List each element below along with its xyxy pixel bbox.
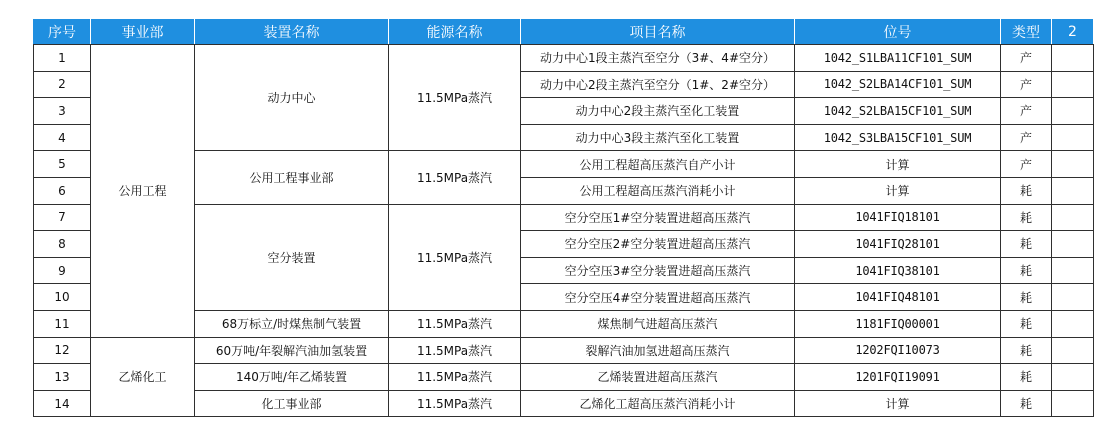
type-cell[interactable]: 耗 (1001, 231, 1052, 258)
tag-cell[interactable]: 计算 (795, 390, 1001, 417)
tag-cell[interactable]: 计算 (795, 177, 1001, 204)
extra-cell[interactable] (1052, 364, 1094, 391)
seq-cell[interactable]: 7 (34, 204, 91, 231)
type-cell[interactable]: 耗 (1001, 177, 1052, 204)
item-cell[interactable]: 空分空压4#空分装置进超高压蒸汽 (521, 284, 795, 311)
type-cell[interactable]: 产 (1001, 98, 1052, 125)
tag-cell[interactable]: 计算 (795, 151, 1001, 178)
seq-cell[interactable]: 8 (34, 231, 91, 258)
item-cell[interactable]: 空分空压1#空分装置进超高压蒸汽 (521, 204, 795, 231)
table-row (34, 45, 1094, 72)
type-cell[interactable]: 耗 (1001, 204, 1052, 231)
unit-cell[interactable]: 公用工程事业部 (195, 151, 389, 204)
energy-table (33, 18, 1094, 417)
extra-cell[interactable] (1052, 45, 1094, 72)
energy-cell[interactable]: 11.5MPa蒸汽 (389, 151, 521, 204)
energy-cell[interactable]: 11.5MPa蒸汽 (389, 310, 521, 337)
energy-cell[interactable]: 11.5MPa蒸汽 (389, 45, 521, 151)
tag-cell[interactable]: 1181FIQ00001 (795, 310, 1001, 337)
tag-cell[interactable]: 1041FIQ18101 (795, 204, 1001, 231)
seq-cell[interactable]: 9 (34, 257, 91, 284)
extra-cell[interactable] (1052, 151, 1094, 178)
tag-cell[interactable]: 1202FQI10073 (795, 337, 1001, 364)
type-cell[interactable]: 产 (1001, 151, 1052, 178)
energy-cell[interactable]: 11.5MPa蒸汽 (389, 337, 521, 364)
dept-cell[interactable]: 公用工程 (91, 45, 195, 338)
energy-cell[interactable]: 11.5MPa蒸汽 (389, 364, 521, 391)
type-cell[interactable]: 产 (1001, 71, 1052, 98)
type-cell[interactable]: 耗 (1001, 310, 1052, 337)
table-row (34, 337, 1094, 364)
extra-cell[interactable] (1052, 177, 1094, 204)
type-cell[interactable]: 耗 (1001, 257, 1052, 284)
unit-cell[interactable]: 60万吨/年裂解汽油加氢装置 (195, 337, 389, 364)
unit-cell[interactable]: 空分装置 (195, 204, 389, 310)
energy-cell[interactable]: 11.5MPa蒸汽 (389, 204, 521, 310)
col-header-energy[interactable]: 能源名称 (389, 19, 521, 45)
unit-cell[interactable]: 化工事业部 (195, 390, 389, 417)
tag-cell[interactable]: 1041FIQ28101 (795, 231, 1001, 258)
header-row (34, 19, 1094, 45)
item-cell[interactable]: 乙烯化工超高压蒸汽消耗小计 (521, 390, 795, 417)
extra-cell[interactable] (1052, 231, 1094, 258)
extra-cell[interactable] (1052, 390, 1094, 417)
col-header-unit[interactable]: 装置名称 (195, 19, 389, 45)
extra-cell[interactable] (1052, 98, 1094, 125)
dept-cell[interactable]: 乙烯化工 (91, 337, 195, 417)
unit-cell[interactable]: 68万标立/时煤焦制气装置 (195, 310, 389, 337)
tag-cell[interactable]: 1042_S2LBA14CF101_SUM (795, 71, 1001, 98)
seq-cell[interactable]: 1 (34, 45, 91, 72)
seq-cell[interactable]: 4 (34, 124, 91, 151)
type-cell[interactable]: 耗 (1001, 364, 1052, 391)
col-header-dept[interactable]: 事业部 (91, 19, 195, 45)
seq-cell[interactable]: 10 (34, 284, 91, 311)
item-cell[interactable]: 空分空压3#空分装置进超高压蒸汽 (521, 257, 795, 284)
item-cell[interactable]: 公用工程超高压蒸汽消耗小计 (521, 177, 795, 204)
col-header-extra[interactable]: 2 (1052, 19, 1094, 45)
item-cell[interactable]: 动力中心1段主蒸汽至空分（3#、4#空分） (521, 45, 795, 72)
tag-cell[interactable]: 1041FIQ48101 (795, 284, 1001, 311)
col-header-type[interactable]: 类型 (1001, 19, 1052, 45)
type-cell[interactable]: 耗 (1001, 337, 1052, 364)
extra-cell[interactable] (1052, 124, 1094, 151)
seq-cell[interactable]: 11 (34, 310, 91, 337)
type-cell[interactable]: 耗 (1001, 284, 1052, 311)
col-header-tag[interactable]: 位号 (795, 19, 1001, 45)
item-cell[interactable]: 空分空压2#空分装置进超高压蒸汽 (521, 231, 795, 258)
item-cell[interactable]: 裂解汽油加氢进超高压蒸汽 (521, 337, 795, 364)
seq-cell[interactable]: 14 (34, 390, 91, 417)
col-header-item[interactable]: 项目名称 (521, 19, 795, 45)
seq-cell[interactable]: 13 (34, 364, 91, 391)
extra-cell[interactable] (1052, 71, 1094, 98)
type-cell[interactable]: 耗 (1001, 390, 1052, 417)
tag-cell[interactable]: 1042_S1LBA11CF101_SUM (795, 45, 1001, 72)
type-cell[interactable]: 产 (1001, 124, 1052, 151)
seq-cell[interactable]: 5 (34, 151, 91, 178)
seq-cell[interactable]: 2 (34, 71, 91, 98)
item-cell[interactable]: 动力中心2段主蒸汽至空分（1#、2#空分） (521, 71, 795, 98)
tag-cell[interactable]: 1201FQI19091 (795, 364, 1001, 391)
type-cell[interactable]: 产 (1001, 45, 1052, 72)
extra-cell[interactable] (1052, 204, 1094, 231)
col-header-seq[interactable]: 序号 (34, 19, 91, 45)
extra-cell[interactable] (1052, 337, 1094, 364)
seq-cell[interactable]: 3 (34, 98, 91, 125)
extra-cell[interactable] (1052, 257, 1094, 284)
energy-cell[interactable]: 11.5MPa蒸汽 (389, 390, 521, 417)
extra-cell[interactable] (1052, 310, 1094, 337)
item-cell[interactable]: 乙烯装置进超高压蒸汽 (521, 364, 795, 391)
item-cell[interactable]: 煤焦制气进超高压蒸汽 (521, 310, 795, 337)
tag-cell[interactable]: 1042_S2LBA15CF101_SUM (795, 98, 1001, 125)
extra-cell[interactable] (1052, 284, 1094, 311)
tag-cell[interactable]: 1041FIQ38101 (795, 257, 1001, 284)
item-cell[interactable]: 公用工程超高压蒸汽自产小计 (521, 151, 795, 178)
item-cell[interactable]: 动力中心3段主蒸汽至化工装置 (521, 124, 795, 151)
unit-cell[interactable]: 140万吨/年乙烯装置 (195, 364, 389, 391)
item-cell[interactable]: 动力中心2段主蒸汽至化工装置 (521, 98, 795, 125)
seq-cell[interactable]: 6 (34, 177, 91, 204)
unit-cell[interactable]: 动力中心 (195, 45, 389, 151)
seq-cell[interactable]: 12 (34, 337, 91, 364)
tag-cell[interactable]: 1042_S3LBA15CF101_SUM (795, 124, 1001, 151)
